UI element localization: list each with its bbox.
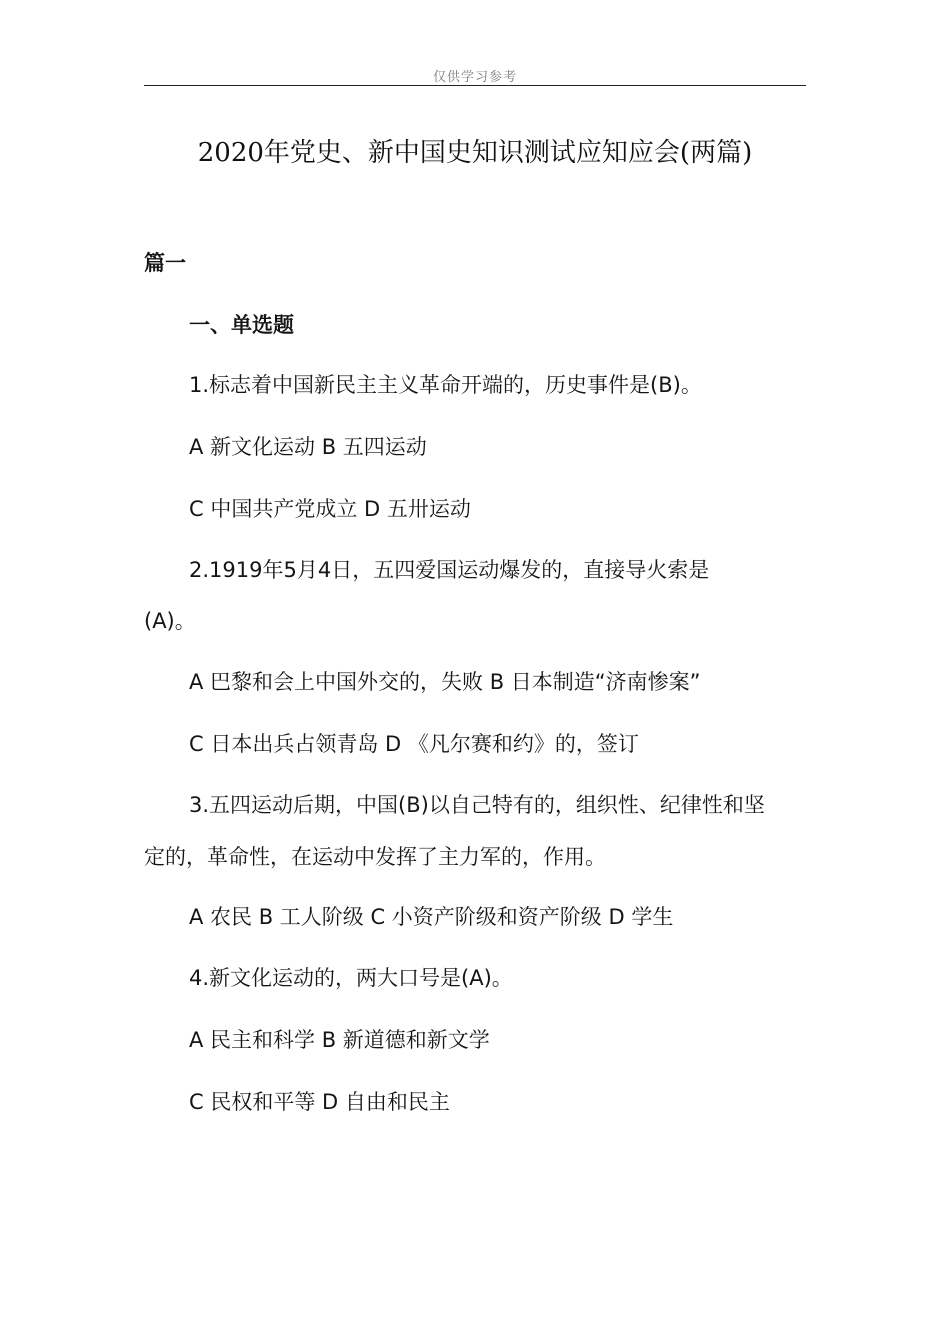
- section-heading: 篇一: [144, 251, 186, 275]
- question-stem-continued: 定的，革命性，在运动中发挥了主力军的，作用。: [144, 845, 606, 869]
- question-stem-continued: (A)。: [144, 609, 196, 633]
- question-options: A 巴黎和会上中国外交的，失败 B 日本制造“济南惨案”: [189, 670, 701, 694]
- question-stem: 1.标志着中国新民主主义革命开端的，历史事件是(B)。: [189, 373, 702, 397]
- header-divider: [144, 85, 806, 86]
- question-options: A 新文化运动 B 五四运动: [189, 435, 427, 459]
- question-options: A 民主和科学 B 新道德和新文学: [189, 1028, 490, 1052]
- question-options: C 中国共产党成立 D 五卅运动: [189, 497, 471, 521]
- question-options: C 民权和平等 D 自由和民主: [189, 1090, 450, 1114]
- question-options: A 农民 B 工人阶级 C 小资产阶级和资产阶级 D 学生: [189, 905, 674, 929]
- document-title: 2020年党史、新中国史知识测试应知应会(两篇): [197, 138, 753, 168]
- question-options: C 日本出兵占领青岛 D 《凡尔赛和约》的，签订: [189, 732, 639, 756]
- subsection-heading: 一、单选题: [189, 313, 294, 337]
- question-stem: 4.新文化运动的，两大口号是(A)。: [189, 966, 513, 990]
- header-text: 仅供学习参考: [432, 70, 517, 85]
- question-stem: 3.五四运动后期，中国(B)以自己特有的，组织性、纪律性和坚: [189, 793, 765, 817]
- question-stem: 2.1919年5月4日，五四爱国运动爆发的，直接导火索是: [189, 558, 710, 582]
